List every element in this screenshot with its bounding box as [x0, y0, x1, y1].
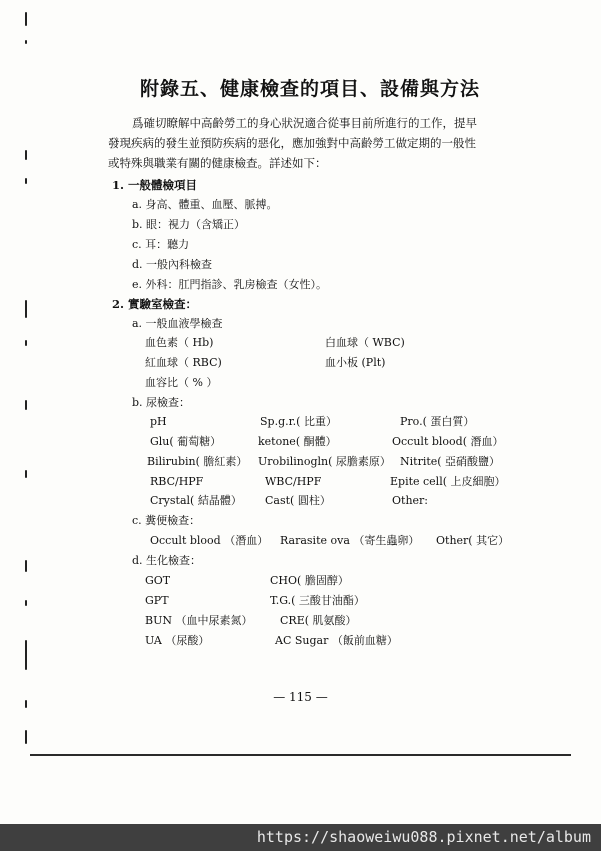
binding-marks — [22, 0, 30, 780]
section-heading-lab: 2. 實驗室檢查： — [112, 297, 198, 311]
subsection-label-blood: a. 一般血液學檢查 — [132, 317, 223, 330]
list-item: d. 一般內科檢查 — [132, 258, 213, 271]
biochem-item: UA （尿酸） — [145, 634, 210, 647]
subsection-label-urine: b. 尿檢查： — [132, 396, 191, 409]
blood-item: 紅血球（ RBC) — [145, 356, 222, 369]
biochem-item: CRE( 肌氨酸） — [280, 614, 357, 627]
biochem-item: BUN （血中尿素氮） — [145, 614, 253, 627]
blood-item: 血容比（ % ） — [145, 376, 218, 389]
urine-item: Occult blood( 潛血） — [392, 435, 504, 448]
intro-line: 爲確切瞭解中高齡勞工的身心狀況適合從事目前所進行的工作，提早 — [132, 116, 477, 130]
urine-item: Bilirubin( 膽紅素） — [147, 455, 248, 468]
biochem-item: T.G.( 三酸甘油酯） — [270, 594, 365, 607]
urine-item: Nitrite( 亞硝酸鹽） — [400, 455, 501, 468]
urine-item: Pro.( 蛋白質） — [400, 415, 475, 428]
urine-item: RBC/HPF — [150, 475, 204, 488]
page-title: 附錄五、健康檢查的項目、設備與方法 — [140, 78, 481, 100]
subsection-label-biochem: d. 生化檢查： — [132, 554, 202, 567]
urine-item: WBC/HPF — [265, 475, 322, 488]
intro-paragraph — [108, 113, 528, 173]
list-item: b. 眼：視力（含矯正） — [132, 218, 246, 231]
stool-item: Occult blood （潛血） — [150, 534, 269, 547]
list-item: e. 外科：肛門指診、乳房檢查（女性）。 — [132, 278, 328, 291]
stool-item: Other( 其它） — [436, 534, 510, 547]
page-number: — 115 — — [273, 690, 328, 704]
blood-item: 血色素（ Hb) — [145, 336, 214, 349]
intro-line: 發現疾病的發生並預防疾病的惡化，應加強對中高齡勞工做定期的一般性 — [108, 136, 476, 150]
stool-item: Rarasite ova （寄生蟲卵） — [280, 534, 420, 547]
biochem-item: GPT — [145, 594, 169, 607]
list-item: a. 身高、體重、血壓、脈搏。 — [132, 198, 278, 211]
urine-item: ketone( 酮體） — [258, 435, 337, 448]
blood-item: 白血球（ WBC) — [325, 336, 405, 349]
list-item: c. 耳：聽力 — [132, 238, 190, 251]
urine-item: Epite cell( 上皮細胞） — [390, 475, 506, 488]
biochem-item: AC Sugar （飯前血糖） — [275, 634, 398, 647]
blood-item: 血小板 (Plt) — [325, 356, 386, 369]
biochem-item: CHO( 膽固醇） — [270, 574, 349, 587]
urine-item: Sp.g.r.( 比重） — [260, 415, 337, 428]
urine-item: Crystal( 結晶體） — [150, 494, 242, 507]
subsection-label-stool: c. 糞便檢查： — [132, 514, 201, 527]
urine-item: Glu( 葡萄糖） — [150, 435, 222, 448]
urine-item: pH — [150, 415, 167, 428]
watermark-bar — [0, 824, 601, 851]
urine-item: Other: — [392, 494, 428, 507]
urine-item: Cast( 圓柱） — [265, 494, 331, 507]
urine-item: Urobilinogln( 尿膽素原） — [258, 455, 391, 468]
intro-line: 或特殊與職業有關的健康檢查。詳述如下： — [108, 156, 327, 170]
watermark-url: https://shaoweiwu088.pixnet.net/album — [256, 828, 591, 846]
page-bottom-rule — [30, 754, 571, 756]
biochem-item: GOT — [145, 574, 171, 587]
section-heading-general: 1. 一般體檢項目 — [112, 178, 198, 192]
